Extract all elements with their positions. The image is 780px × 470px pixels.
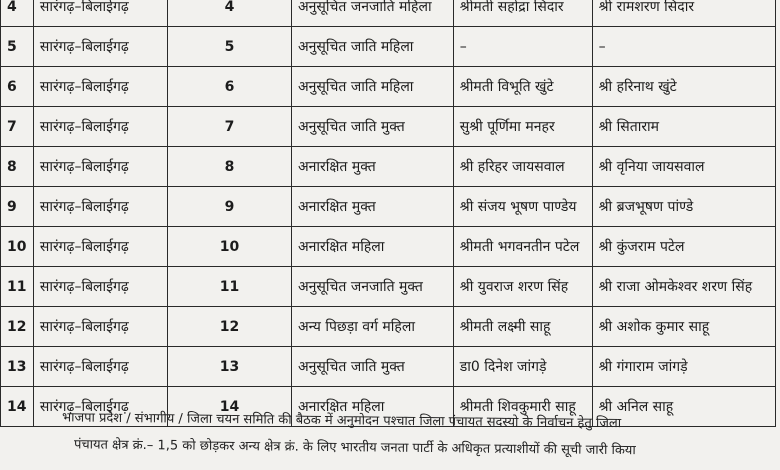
table-row: [1, 267, 776, 307]
area-number-cell: 10: [167, 227, 291, 267]
serial-number-cell: 5: [1, 27, 34, 67]
category-cell: अनुसूचित जनजाति मुक्त: [291, 267, 453, 307]
candidate-name-cell: श्रीमती सहोद्रा सिदार: [453, 0, 592, 27]
district-cell: सारंगढ़–बिलाईगढ़: [33, 67, 167, 107]
candidate-name-cell: श्री युवराज शरण सिंह: [453, 267, 592, 307]
serial-number-cell: 13: [1, 347, 34, 387]
category-cell: अनुसूचित जाति मुक्त: [291, 107, 453, 147]
district-cell: सारंगढ़–बिलाईगढ़: [33, 267, 167, 307]
alternate-name-cell: श्री रामशरण सिदार: [592, 0, 775, 27]
table-row: [1, 27, 776, 67]
category-cell: अनारक्षित महिला: [291, 387, 453, 427]
category-cell: अनारक्षित मुक्त: [291, 147, 453, 187]
table-row: [1, 147, 776, 187]
serial-number-cell: 7: [1, 107, 34, 147]
candidate-name-cell: डा0 दिनेश जांगड़े: [453, 347, 592, 387]
district-cell: सारंगढ़–बिलाईगढ़: [33, 387, 167, 427]
serial-number-cell: 11: [1, 267, 34, 307]
alternate-name-cell: श्री गंगाराम जांगड़े: [592, 347, 775, 387]
candidate-name-cell: श्रीमती विभूति खुंटे: [453, 67, 592, 107]
candidate-name-cell: सुश्री पूर्णिमा मनहर: [453, 107, 592, 147]
area-number-cell: 7: [167, 107, 291, 147]
alternate-name-cell: –: [592, 27, 775, 67]
district-cell: सारंगढ़–बिलाईगढ़: [33, 307, 167, 347]
footer-note-line-1: भाजपा प्रदेश / संभागीय / जिला चयन समिति की बैठक में अनुमोदन पश्चात जिला पंचायत सदस्यो के निर्वाचन हेतु जिला: [61, 410, 622, 432]
area-number-cell: 5: [167, 27, 291, 67]
area-number-cell: 6: [167, 67, 291, 107]
category-cell: अनुसूचित जाति महिला: [291, 27, 453, 67]
table-row: [1, 0, 776, 27]
serial-number-cell: 6: [1, 67, 34, 107]
category-cell: अनारक्षित महिला: [291, 227, 453, 267]
category-cell: अनुसूचित जनजाति महिला: [291, 0, 453, 27]
category-cell: अनारक्षित मुक्त: [291, 187, 453, 227]
candidate-name-cell: श्रीमती लक्ष्मी साहू: [453, 307, 592, 347]
footer-note-line-2: पंचायत क्षेत्र क्रं.– 1,5 को छोड़कर अन्य क्षेत्र क्रं. के लिए भारतीय जनता पार्टी के अधिकृत प्रत्याशीयों की सूची जारी किया: [73, 437, 636, 459]
candidate-name-cell: श्री संजय भूषण पाण्डेय: [453, 187, 592, 227]
table-row: [1, 67, 776, 107]
district-cell: सारंगढ़–बिलाईगढ़: [33, 347, 167, 387]
serial-number-cell: 4: [1, 0, 34, 27]
serial-number-cell: 8: [1, 147, 34, 187]
candidate-table-body: [1, 0, 776, 427]
alternate-name-cell: श्री अनिल साहू: [592, 387, 775, 427]
district-cell: सारंगढ़–बिलाईगढ़: [33, 147, 167, 187]
table-row: [1, 227, 776, 267]
area-number-cell: 13: [167, 347, 291, 387]
district-cell: सारंगढ़–बिलाईगढ़: [33, 227, 167, 267]
alternate-name-cell: श्री राजा ओमकेश्वर शरण सिंह: [592, 267, 775, 307]
table-row: [1, 107, 776, 147]
district-cell: सारंगढ़–बिलाईगढ़: [33, 27, 167, 67]
alternate-name-cell: श्री हरिनाथ खुंटे: [592, 67, 775, 107]
area-number-cell: 11: [167, 267, 291, 307]
candidate-name-cell: श्रीमती भगवनतीन पटेल: [453, 227, 592, 267]
area-number-cell: 4: [167, 0, 291, 27]
alternate-name-cell: श्री कुंजराम पटेल: [592, 227, 775, 267]
alternate-name-cell: श्री अशोक कुमार साहू: [592, 307, 775, 347]
alternate-name-cell: श्री वृनिया जायसवाल: [592, 147, 775, 187]
candidate-name-cell: श्री हरिहर जायसवाल: [453, 147, 592, 187]
alternate-name-cell: श्री ब्रजभूषण पांण्डे: [592, 187, 775, 227]
alternate-name-cell: श्री सिताराम: [592, 107, 775, 147]
table-row: [1, 347, 776, 387]
serial-number-cell: 10: [1, 227, 34, 267]
serial-number-cell: 9: [1, 187, 34, 227]
serial-number-cell: 14: [1, 387, 34, 427]
candidate-name-cell: श्रीमती शिवकुमारी साहू: [453, 387, 592, 427]
district-cell: सारंगढ़–बिलाईगढ़: [33, 0, 167, 27]
table-row: [1, 187, 776, 227]
serial-number-cell: 12: [1, 307, 34, 347]
district-cell: सारंगढ़–बिलाईगढ़: [33, 187, 167, 227]
category-cell: अनुसूचित जाति महिला: [291, 67, 453, 107]
candidate-name-cell: –: [453, 27, 592, 67]
category-cell: अनुसूचित जाति मुक्त: [291, 347, 453, 387]
category-cell: अन्य पिछड़ा वर्ग महिला: [291, 307, 453, 347]
district-cell: सारंगढ़–बिलाईगढ़: [33, 107, 167, 147]
area-number-cell: 14: [167, 387, 291, 427]
area-number-cell: 9: [167, 187, 291, 227]
area-number-cell: 8: [167, 147, 291, 187]
area-number-cell: 12: [167, 307, 291, 347]
table-row: [1, 307, 776, 347]
